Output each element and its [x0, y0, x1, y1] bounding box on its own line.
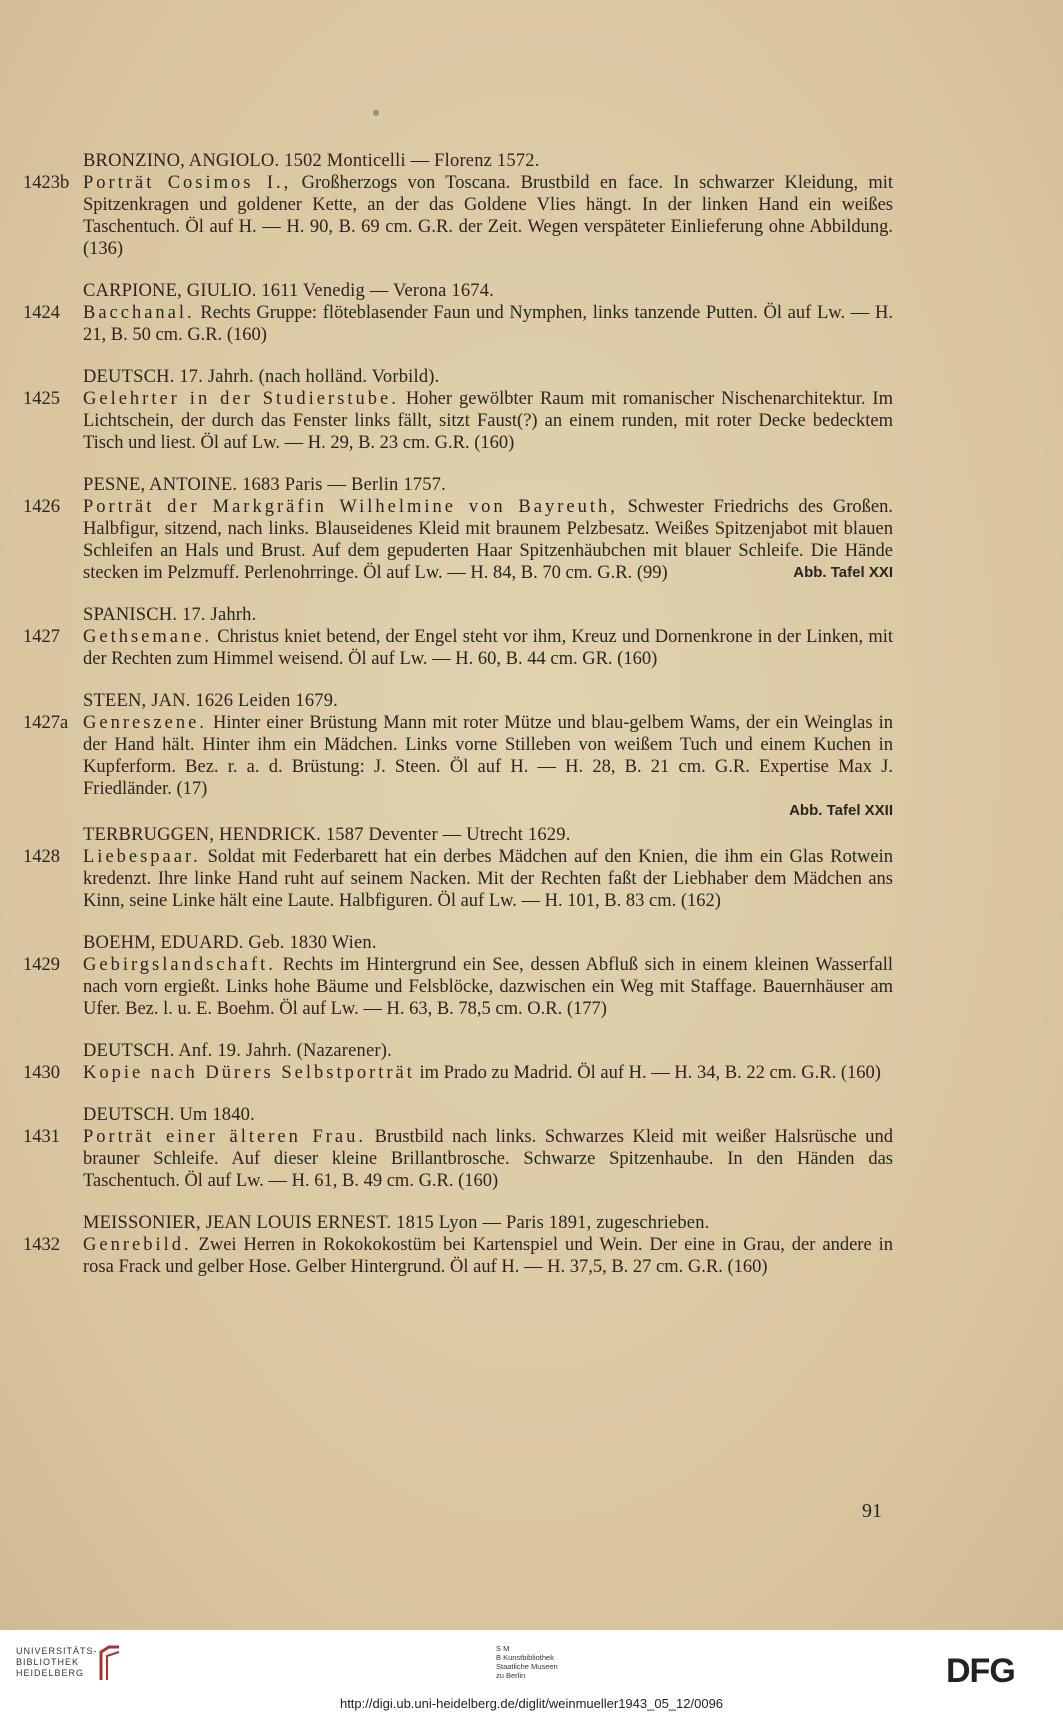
- lot-title: Genrebild.: [83, 1235, 192, 1255]
- lot-description: Hinter einer Brüstung Mann mit roter Mütze und blau-gelbem Wams, der ein Weinglas in der Hand hält. Hinter ihm ein Mädchen. Links vorne Stilleben von weißem Tuch und einem Kuchen in Kupferform. Bez. r. a. d. Brüstung: J. Steen. Öl auf H. — H. 28, B. 21 cm. G.R. Expertise Max J. Friedländer. (17): [83, 713, 893, 799]
- artist-heading: PESNE, ANTOINE. 1683 Paris — Berlin 1757.: [83, 475, 446, 495]
- artist-heading: BRONZINO, ANGIOLO. 1502 Monticelli — Florenz 1572.: [83, 151, 540, 171]
- lot-description: Soldat mit Federbarett hat ein derbes Mädchen auf den Knien, die ihm ein Glas Rotwein kredenzt. Ihre linke Hand ruht auf seinem Nacken. Mit der Rechten faßt der Liebhaber dem Mädchen ans Kinn, seine Linke hält eine Laute. Halbfiguren. Öl auf Lw. — H. 101, B. 83 cm. (162): [83, 847, 893, 911]
- lot-number: 1432: [23, 1235, 60, 1255]
- plate-reference: Abb. Tafel XXI: [793, 564, 893, 581]
- ub-logo-line: UNIVERSITÄTS-: [16, 1646, 98, 1656]
- catalog-entry: [23, 1126, 893, 1192]
- artist-heading: STEEN, JAN. 1626 Leiden 1679.: [83, 691, 339, 711]
- catalog-entry: [23, 1234, 893, 1278]
- catalog-entry: [23, 172, 894, 260]
- permalink-url[interactable]: http://digi.ub.uni-heidelberg.de/diglit/weinmueller1943_05_12/0096: [339, 1696, 724, 1711]
- lot-number: 1423b: [23, 173, 70, 193]
- catalog-entry: [23, 1062, 893, 1084]
- lot-title: Porträt Cosimos I.,: [83, 173, 292, 193]
- lot-title: Gelehrter in der Studierstube.: [83, 389, 399, 409]
- artist-heading: CARPIONE, GIULIO. 1611 Venedig — Verona 1674.: [83, 281, 494, 301]
- lot-title: Gethsemane.: [83, 627, 213, 647]
- page-number: 91: [862, 1500, 882, 1522]
- artist-heading: DEUTSCH. Anf. 19. Jahrh. (Nazarener).: [83, 1041, 392, 1061]
- catalog-entry: [23, 846, 893, 912]
- lot-number: 1424: [23, 303, 60, 323]
- lot-number: 1427: [23, 627, 60, 647]
- smb-logo-line: S M: [496, 1644, 510, 1653]
- plate-reference: Abb. Tafel XXII: [789, 802, 893, 819]
- page-speck: [373, 110, 379, 116]
- smb-logo-line: Staatliche Museen: [496, 1662, 558, 1671]
- lot-number: 1428: [23, 847, 60, 867]
- catalog-entry: [23, 954, 893, 1020]
- ub-logo-line: HEIDELBERG: [16, 1668, 85, 1678]
- lot-title: Bacchanal.: [83, 303, 195, 323]
- artist-heading: DEUTSCH. 17. Jahrh. (nach holländ. Vorbild).: [83, 367, 440, 387]
- artist-heading: MEISSONIER, JEAN LOUIS ERNEST. 1815 Lyon — Paris 1891, zugeschrieben.: [83, 1213, 710, 1233]
- ub-emblem-icon: [97, 1644, 123, 1684]
- ub-logo-line: BIBLIOTHEK: [16, 1657, 80, 1667]
- ub-heidelberg-logo[interactable]: [16, 1646, 98, 1679]
- lot-title: Porträt einer älteren Frau.: [83, 1127, 366, 1147]
- smb-logo-line: zu Berlin: [496, 1671, 526, 1680]
- catalog-content: [0, 150, 1063, 1278]
- lot-description: Großherzogs von Toscana. Brustbild en face. In schwarzer Kleidung, mit Spitzenkragen und goldener Kette, an der das Goldene Vlies hängt. In der linken Hand ein weißes Taschentuch. Öl auf H. — H. 90, B. 69 cm. G.R. der Zeit. Wegen verspäteter Einlieferung ohne Abbildung. (136): [83, 173, 894, 259]
- digitization-footer: [0, 1630, 1063, 1713]
- lot-number: 1426: [23, 497, 60, 517]
- lot-number: 1427a: [23, 713, 69, 733]
- artist-heading: SPANISCH. 17. Jahrh.: [83, 605, 257, 625]
- lot-title: Porträt der Markgräfin Wilhelmine von Bayreuth,: [83, 497, 618, 517]
- catalog-entry: [23, 388, 893, 454]
- catalog-entry: [23, 302, 893, 346]
- artist-heading: DEUTSCH. Um 1840.: [83, 1105, 255, 1125]
- lot-description: Rechts im Hintergrund ein See, dessen Abfluß sich in einem kleinen Wasserfall nach vorn ergießt. Links hohe Bäume und Felsblöcke, dazwischen ein Weg mit Staffage. Bauernhäuser am Ufer. Bez. l. u. E. Boehm. Öl auf Lw. — H. 63, B. 78,5 cm. O.R. (177): [83, 955, 893, 1019]
- artist-heading: TERBRUGGEN, HENDRICK. 1587 Deventer — Utrecht 1629.: [83, 825, 571, 845]
- lot-description: Hoher gewölbter Raum mit romanischer Nischenarchitektur. Im Lichtschein, der durch das Fenster links fällt, sitzt Faust(?) an einem runden, mit roter Decke bedecktem Tisch und liest. Öl auf Lw. — H. 29, B. 23 cm. G.R. (160): [83, 389, 893, 453]
- lot-description: Rechts Gruppe: flöteblasender Faun und Nymphen, links tanzende Putten. Öl auf Lw. — H. 21, B. 50 cm. G.R. (160): [83, 303, 893, 345]
- catalog-entry: [23, 496, 893, 584]
- catalog-entry: [23, 712, 893, 800]
- lot-title: Gebirgslandschaft.: [83, 955, 276, 975]
- lot-description: Zwei Herren in Rokokokostüm bei Kartenspiel und Wein. Der eine in Grau, der andere in rosa Frack und gelber Hose. Gelber Hintergrund. Öl auf H. — H. 37,5, B. 27 cm. G.R. (160): [83, 1235, 893, 1277]
- lot-description: Schwester Friedrichs des Großen. Halbfigur, sitzend, nach links. Blauseidenes Kleid mit braunem Pelzbesatz. Weißes Spitzenjabot mit blauen Schleifen an Hals und Brust. Auf dem gepuderten Haar Spitzenhäubchen mit blauer Schleife. Die Hände stecken im Pelzmuff. Perlenohrringe. Öl auf Lw. — H. 84, B. 70 cm. G.R. (99): [83, 497, 893, 583]
- smb-kunstbibliothek-logo[interactable]: [496, 1644, 558, 1680]
- artist-heading: BOEHM, EDUARD. Geb. 1830 Wien.: [83, 933, 377, 953]
- lot-number: 1430: [23, 1063, 60, 1083]
- lot-number: 1425: [23, 389, 60, 409]
- dfg-logo[interactable]: DFG: [946, 1652, 1015, 1690]
- lot-title: Genreszene.: [83, 713, 207, 733]
- lot-description: Christus kniet betend, der Engel steht vor ihm, Kreuz und Dornenkrone in der Linken, mit der Rechten zum Himmel weisend. Öl auf Lw. — H. 60, B. 44 cm. GR. (160): [83, 627, 893, 669]
- lot-number: 1431: [23, 1127, 60, 1147]
- catalog-entry: [23, 626, 893, 670]
- lot-description: Brustbild nach links. Schwarzes Kleid mit weißer Halsrüsche und brauner Schleife. Auf dieser kleine Brillantbrosche. Schwarze Spitzenhaube. In den Händen das Taschentuch. Öl auf Lw. — H. 61, B. 49 cm. G.R. (160): [83, 1127, 893, 1191]
- lot-title: Kopie nach Dürers Selbstporträt: [83, 1063, 415, 1083]
- lot-description: im Prado zu Madrid. Öl auf H. — H. 34, B. 22 cm. G.R. (160): [414, 1063, 881, 1083]
- smb-logo-line: B Kunstbibliothek: [496, 1653, 554, 1662]
- lot-number: 1429: [23, 955, 60, 975]
- lot-title: Liebespaar.: [83, 847, 201, 867]
